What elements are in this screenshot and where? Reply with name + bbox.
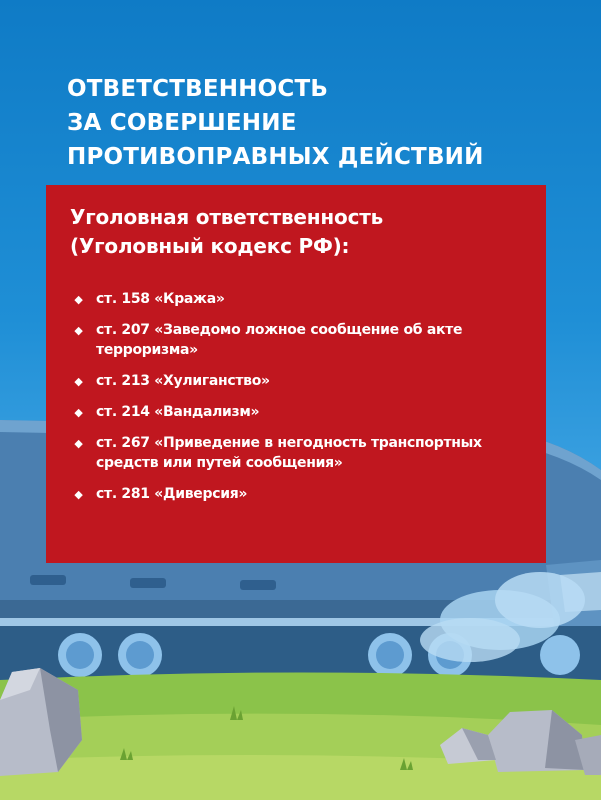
panel-title-line: (Уголовный кодекс РФ):	[70, 234, 350, 258]
list-item	[70, 320, 526, 360]
list-item-text: ст. 267 «Приведение в негодность транспортных средств или путей сообщения»	[96, 435, 482, 471]
page-title-line: ПРОТИВОПРАВНЫХ ДЕЙСТВИЙ	[67, 144, 484, 170]
criminal-liability-panel	[46, 185, 546, 563]
list-item	[70, 433, 526, 473]
list-item	[70, 371, 526, 391]
law-articles-list	[70, 289, 526, 504]
panel-title	[70, 203, 526, 261]
page-title-line: ЗА СОВЕРШЕНИЕ	[67, 110, 297, 136]
page-title-line: ОТВЕТСТВЕННОСТЬ	[67, 76, 329, 102]
diamond-bullet-icon: ◆	[74, 293, 83, 306]
list-item	[70, 484, 526, 504]
diamond-bullet-icon: ◆	[74, 488, 83, 501]
page-title	[67, 72, 567, 174]
diamond-bullet-icon: ◆	[74, 375, 83, 388]
list-item	[70, 289, 526, 309]
list-item-text: ст. 158 «Кража»	[96, 291, 225, 307]
list-item-text: ст. 207 «Заведомо ложное сообщение об акте терроризма»	[96, 322, 463, 358]
panel-title-line: Уголовная ответственность	[70, 205, 384, 229]
list-item-text: ст. 281 «Диверсия»	[96, 486, 248, 502]
diamond-bullet-icon: ◆	[74, 406, 83, 419]
diamond-bullet-icon: ◆	[74, 437, 83, 450]
list-item-text: ст. 214 «Вандализм»	[96, 404, 260, 420]
diamond-bullet-icon: ◆	[74, 324, 83, 337]
list-item	[70, 402, 526, 422]
list-item-text: ст. 213 «Хулиганство»	[96, 373, 270, 389]
